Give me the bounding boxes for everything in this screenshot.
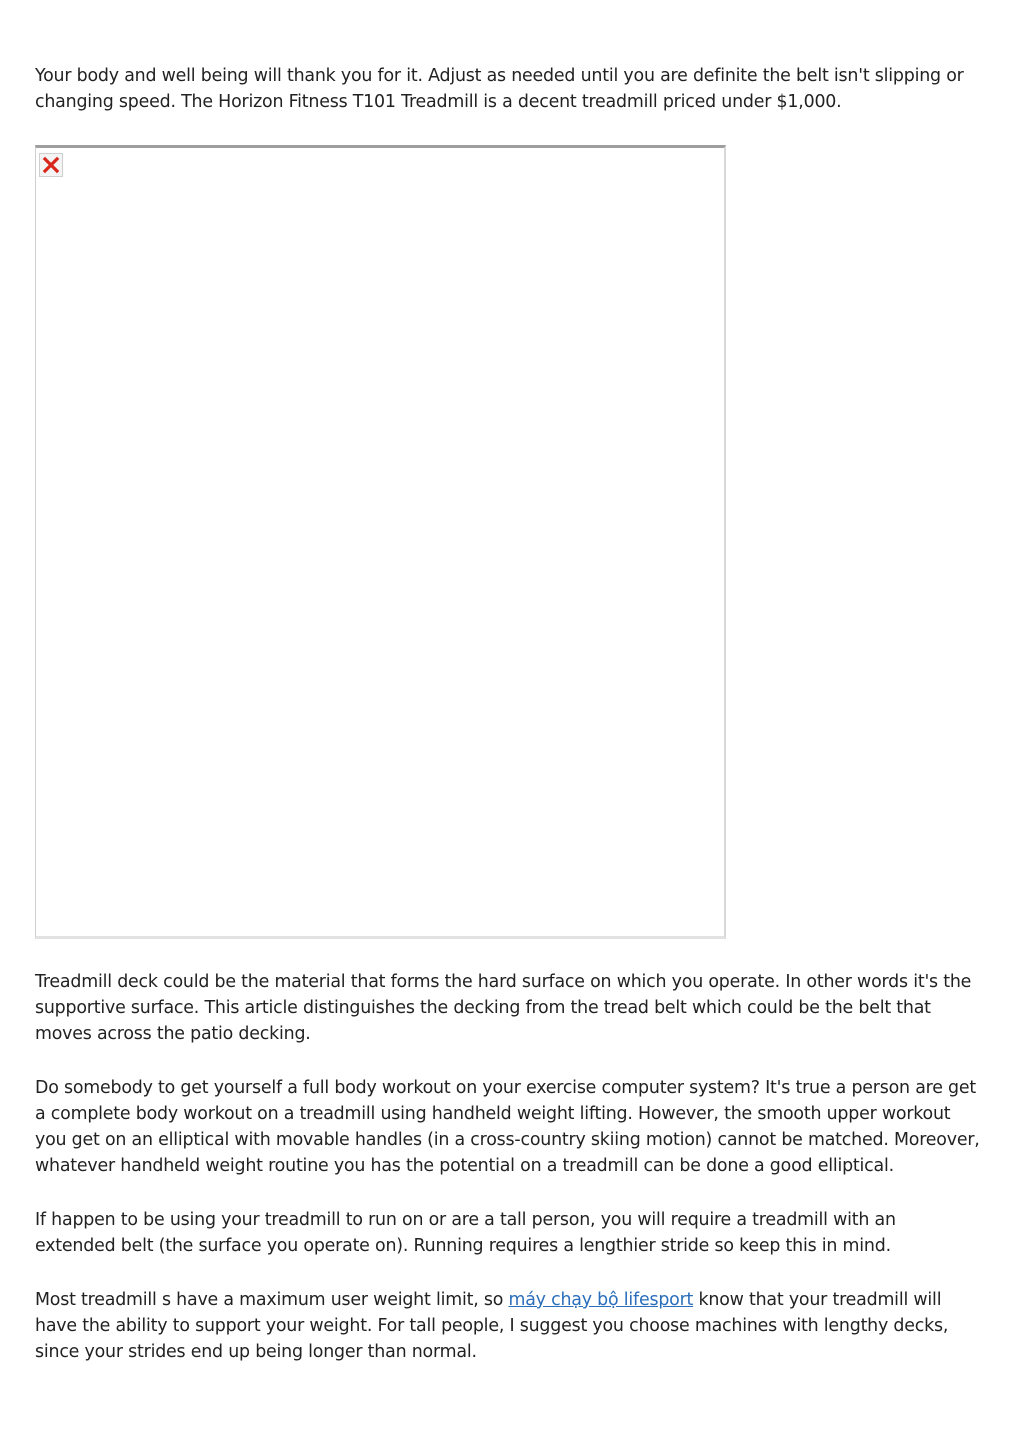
paragraph-weight-start: Most treadmill s have a maximum user weight limit, so [35, 1290, 509, 1310]
document-body [35, 63, 980, 1365]
broken-image-icon [39, 153, 63, 177]
paragraph-deck: Treadmill deck could be the material that forms the hard surface on which you operate. In other words it's the supportive surface. This article distinguishes the decking from the tread belt which could be the belt that moves across the patio decking. [35, 972, 972, 1044]
paragraph-weight-end: know that your treadmill will have the ability to support your weight. For tall people, I suggest you choose machines with lengthy decks, since your strides end up being longer than normal. [35, 1290, 949, 1362]
paragraph-workout: Do somebody to get yourself a full body workout on your exercise computer system? It's true a person are get a complete body workout on a treadmill using handheld weight lifting. However, the smooth upper workout you get on an elliptical with movable handles (in a cross-country skiing motion) cannot be matched. Moreover, whatever handheld weight routine you has the potential on a treadmill can be done a good elliptical. [35, 1078, 980, 1176]
paragraph-weight [35, 1287, 980, 1365]
paragraph-intro: Your body and well being will thank you for it. Adjust as needed until you are definite the belt isn't slipping or changing speed. The Horizon Fitness T101 Treadmill is a decent treadmill priced under $1,000. [35, 66, 964, 112]
paragraph-tall: If happen to be using your treadmill to run on or are a tall person, you will require a treadmill with an extended belt (the surface you operate on). Running requires a lengthier stride so keep this in mind. [35, 1210, 896, 1256]
lifesport-link[interactable]: máy chạy bộ lifesport [508, 1290, 694, 1310]
broken-image-placeholder [35, 145, 726, 939]
